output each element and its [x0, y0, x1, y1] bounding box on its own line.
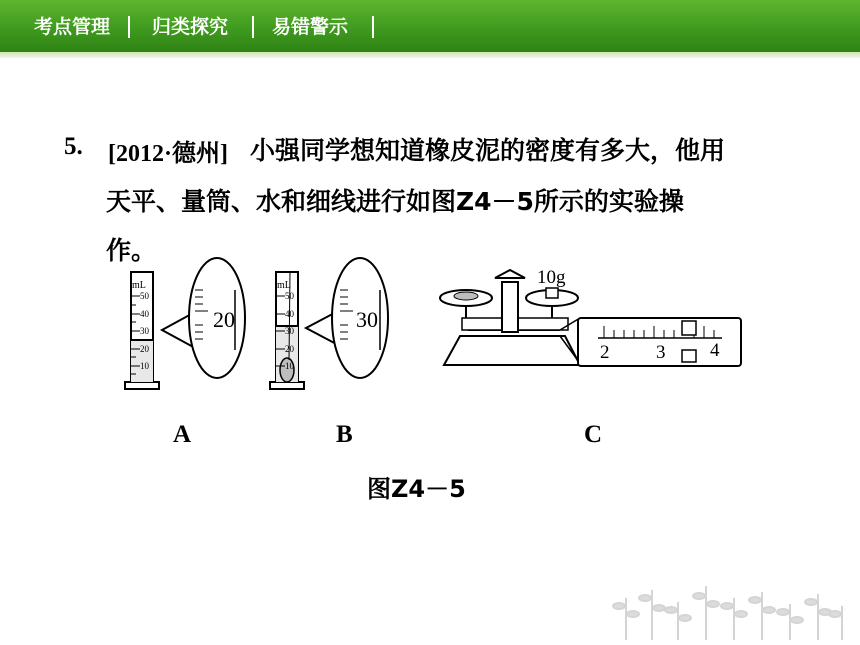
- figure-label-c: C: [584, 421, 603, 448]
- cylinder-b-tick: 30: [285, 326, 294, 336]
- nav-item-guilei[interactable]: 归类探究: [152, 16, 229, 38]
- nav-item-kaodian[interactable]: 考点管理: [34, 16, 111, 38]
- question-line-1: 小强同学想知道橡皮泥的密度有多大，他用: [250, 136, 726, 165]
- decor-plants: [613, 586, 842, 640]
- cylinder-b-tick: 10: [285, 361, 294, 371]
- cylinder-b-tick: 20: [285, 344, 294, 354]
- zoom-b-reading: 30: [356, 307, 378, 332]
- cylinder-a-unit: mL: [132, 280, 146, 291]
- beam-scale-label: 2: [600, 342, 610, 363]
- cylinder-b-unit: mL: [277, 280, 291, 291]
- cylinder-a-tick: 30: [140, 326, 149, 336]
- figure-label-b: B: [336, 421, 353, 448]
- question-source: [2012·德州]: [108, 141, 228, 167]
- cylinder-a-tick: 10: [140, 361, 149, 371]
- question-number: 5.: [64, 133, 83, 160]
- question-line-3: 作。: [106, 236, 157, 265]
- cylinder-a-tick: 40: [140, 309, 149, 319]
- cylinder-a-tick: 50: [140, 291, 149, 301]
- zoom-a-reading: 20: [213, 307, 235, 332]
- cylinder-b-tick: 40: [285, 309, 294, 319]
- weight-label: 10g: [537, 267, 566, 288]
- nav-item-yicuo[interactable]: 易错警示: [272, 16, 349, 38]
- figure-caption: 图Z4－5: [367, 475, 466, 503]
- question-line-2: 天平、量筒、水和细线进行如图Z4－5所示的实验操: [106, 187, 684, 216]
- cylinder-b-tick: 50: [285, 291, 294, 301]
- cylinder-a-tick: 20: [140, 344, 149, 354]
- beam-scale-label: 4: [710, 340, 720, 361]
- beam-scale-label: 3: [656, 342, 666, 363]
- figure-label-a: A: [173, 421, 192, 448]
